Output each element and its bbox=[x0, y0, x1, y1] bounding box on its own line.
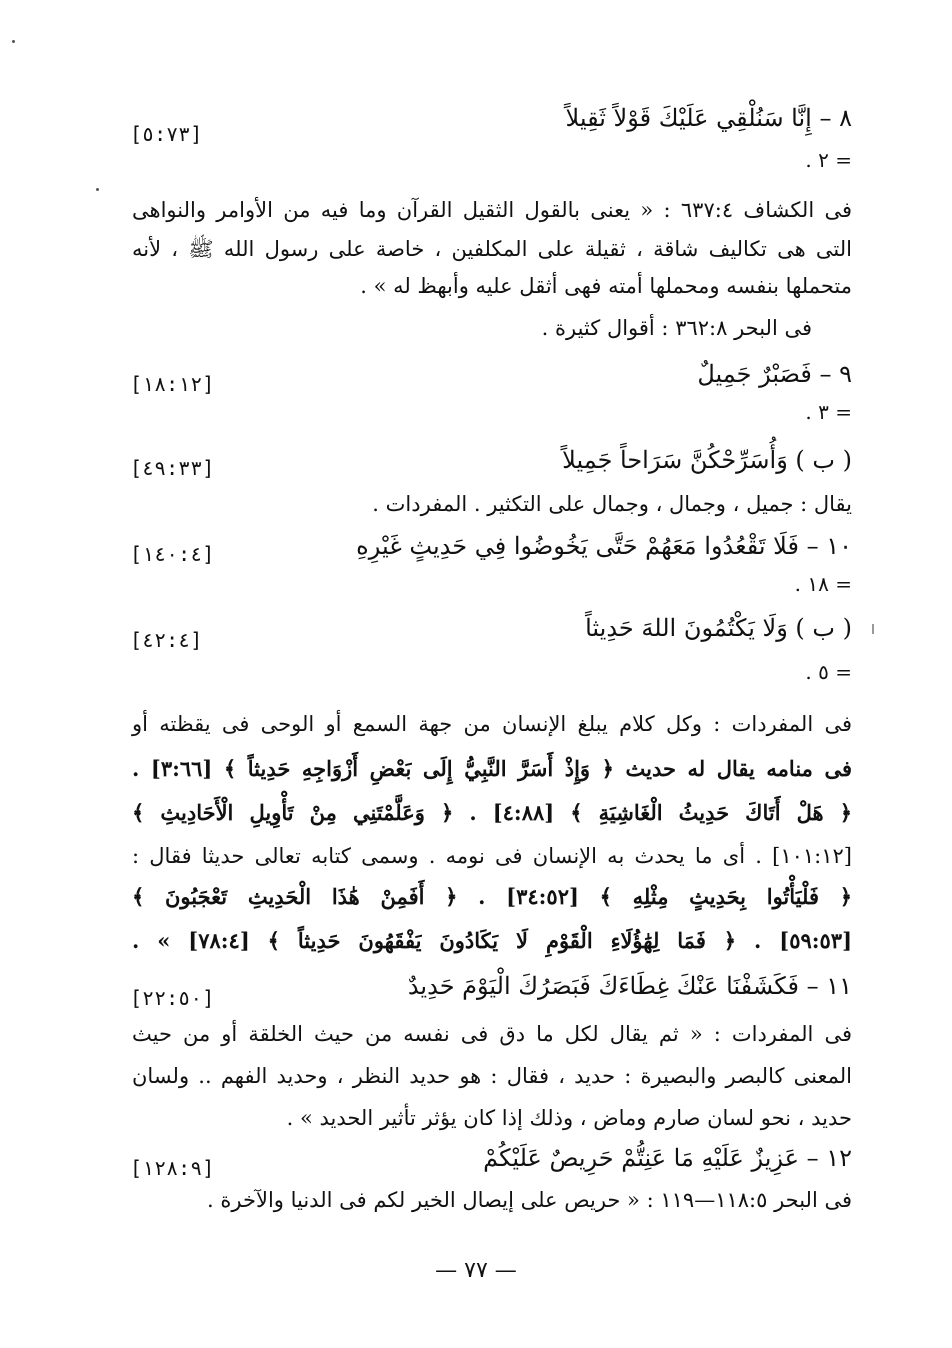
commentary-line: فى المفردات : « ثم يقال لكل ما دق فى نفسه من حيث الخلقة أو من حيث bbox=[132, 1022, 852, 1046]
commentary-line: متحملها بنفسه ومحملها أمته فهى أثقل عليه وأبهظ له » . bbox=[360, 274, 852, 298]
verse-9b: ( ب ) وَأُسَرِّحْكُنَّ سَرَاحاً جَمِيلاً bbox=[562, 446, 852, 474]
verse-10-count: = ١٨ . bbox=[794, 572, 852, 596]
commentary-line: فى منامه يقال له حديث ﴿ وَإِذْ أَسَرَّ النَّبِيُّ إِلَى بَعْضِ أَزْوَاجِهِ حَدِيثاً ﴾ [٣:٦٦] . bbox=[132, 756, 853, 781]
commentary-line: فى البحر ٣٦٢:٨ : أقوال كثيرة . bbox=[541, 316, 812, 340]
commentary-line: المعنى كالبصر والبصيرة : حديد ، فقال : هو حديد النظر ، وحديد الفهم .. ولسان bbox=[132, 1064, 852, 1088]
commentary-line: [٥٩:٥٣] . ﴿ فَمَا لِهَٰؤُلَاءِ الْقَوْمِ لَا يَكَادُونَ يَفْقَهُونَ حَدِيثاً ﴾ [٧٨:٤] » . bbox=[132, 928, 852, 953]
commentary-line: يقال : جميل ، وجمال ، وجمال على التكثير . المفردات . bbox=[372, 492, 852, 516]
verse-10b-count: = ٥ . bbox=[805, 660, 852, 684]
verse-11: ١١ – فَكَشَفْنَا عَنْكَ غِطَاءَكَ فَبَصَرُكَ الْيَوْمَ حَدِيدٌ bbox=[407, 972, 852, 1000]
commentary-line: ﴿ هَلْ أَتَاكَ حَدِيثُ الْغَاشِيَةِ ﴾ [٤:٨٨] . ﴿ وَعَلَّمْتَنِي مِنْ تَأْوِيلِ الْأَحَادِيثِ ﴾ bbox=[132, 800, 852, 825]
page-number: — ٧٧ — bbox=[435, 1258, 517, 1283]
commentary-line: ﴿ فَلْيَأْتُوا بِحَدِيثٍ مِثْلِهِ ﴾ [٣٤:٥٢] . ﴿ أَفَمِنْ هَٰذَا الْحَدِيثِ تَعْجَبُونَ ﴾ bbox=[132, 884, 852, 909]
verse-9b-ref: [٤٩:٣٣] bbox=[130, 456, 215, 480]
verse-10: ١٠ – فَلَا تَقْعُدُوا مَعَهُمْ حَتَّى يَخُوضُوا فِي حَدِيثٍ غَيْرِهِ bbox=[356, 532, 852, 560]
verse-12: ١٢ – عَزِيزٌ عَلَيْهِ مَا عَنِتُّمْ حَرِيصٌ عَلَيْكُمْ bbox=[483, 1144, 852, 1172]
commentary-line: التى هى تكاليف شاقة ، ثقيلة على المكلفين ، خاصة على رسول الله ﷺ ، لأنه bbox=[132, 237, 852, 261]
verse-12-ref: [١٢٨:٩] bbox=[130, 1156, 215, 1180]
commentary-line: فى البحر ١١٨:٥—١١٩ : « حريص على إيصال الخير لكم فى الدنيا والآخرة . bbox=[207, 1188, 852, 1212]
commentary-line: [١٠١:١٢] . أى ما يحدث به الإنسان فى نومه . وسمى كتابه تعالى حديثا فقال : bbox=[132, 844, 852, 868]
scan-speck bbox=[96, 188, 99, 191]
verse-8: ٨ – إِنَّا سَنُلْقِي عَلَيْكَ قَوْلاً ثَقِيلاً bbox=[565, 104, 852, 132]
verse-8-ref: [٥:٧٣] bbox=[130, 122, 203, 146]
verse-10b-ref: [٤٢:٤] bbox=[130, 628, 203, 652]
commentary-line: فى الكشاف ٦٣٧:٤ : « يعنى بالقول الثقيل القرآن وما فيه من الأوامر والنواهى bbox=[132, 198, 853, 222]
verse-9: ٩ – فَصَبْرٌ جَمِيلٌ bbox=[697, 360, 852, 388]
scan-speck bbox=[12, 40, 15, 43]
verse-11-ref: [٢٢:٥٠] bbox=[130, 986, 215, 1010]
verse-8-count: = ٢ . bbox=[805, 148, 852, 172]
verse-9-count: = ٣ . bbox=[805, 400, 852, 424]
verse-10-ref: [١٤٠:٤] bbox=[130, 542, 215, 566]
verse-10b: ( ب ) وَلَا يَكْتُمُونَ اللهَ حَدِيثاً bbox=[585, 614, 852, 642]
verse-9-ref: [١٨:١٢] bbox=[130, 372, 215, 396]
commentary-line: حديد ، نحو لسان صارم وماض ، وذلك إذا كان يؤثر تأثير الحديد » . bbox=[286, 1106, 852, 1130]
scan-mark bbox=[872, 624, 874, 634]
commentary-line: فى المفردات : وكل كلام يبلغ الإنسان من جهة السمع أو الوحى فى يقظته أو bbox=[132, 712, 852, 736]
